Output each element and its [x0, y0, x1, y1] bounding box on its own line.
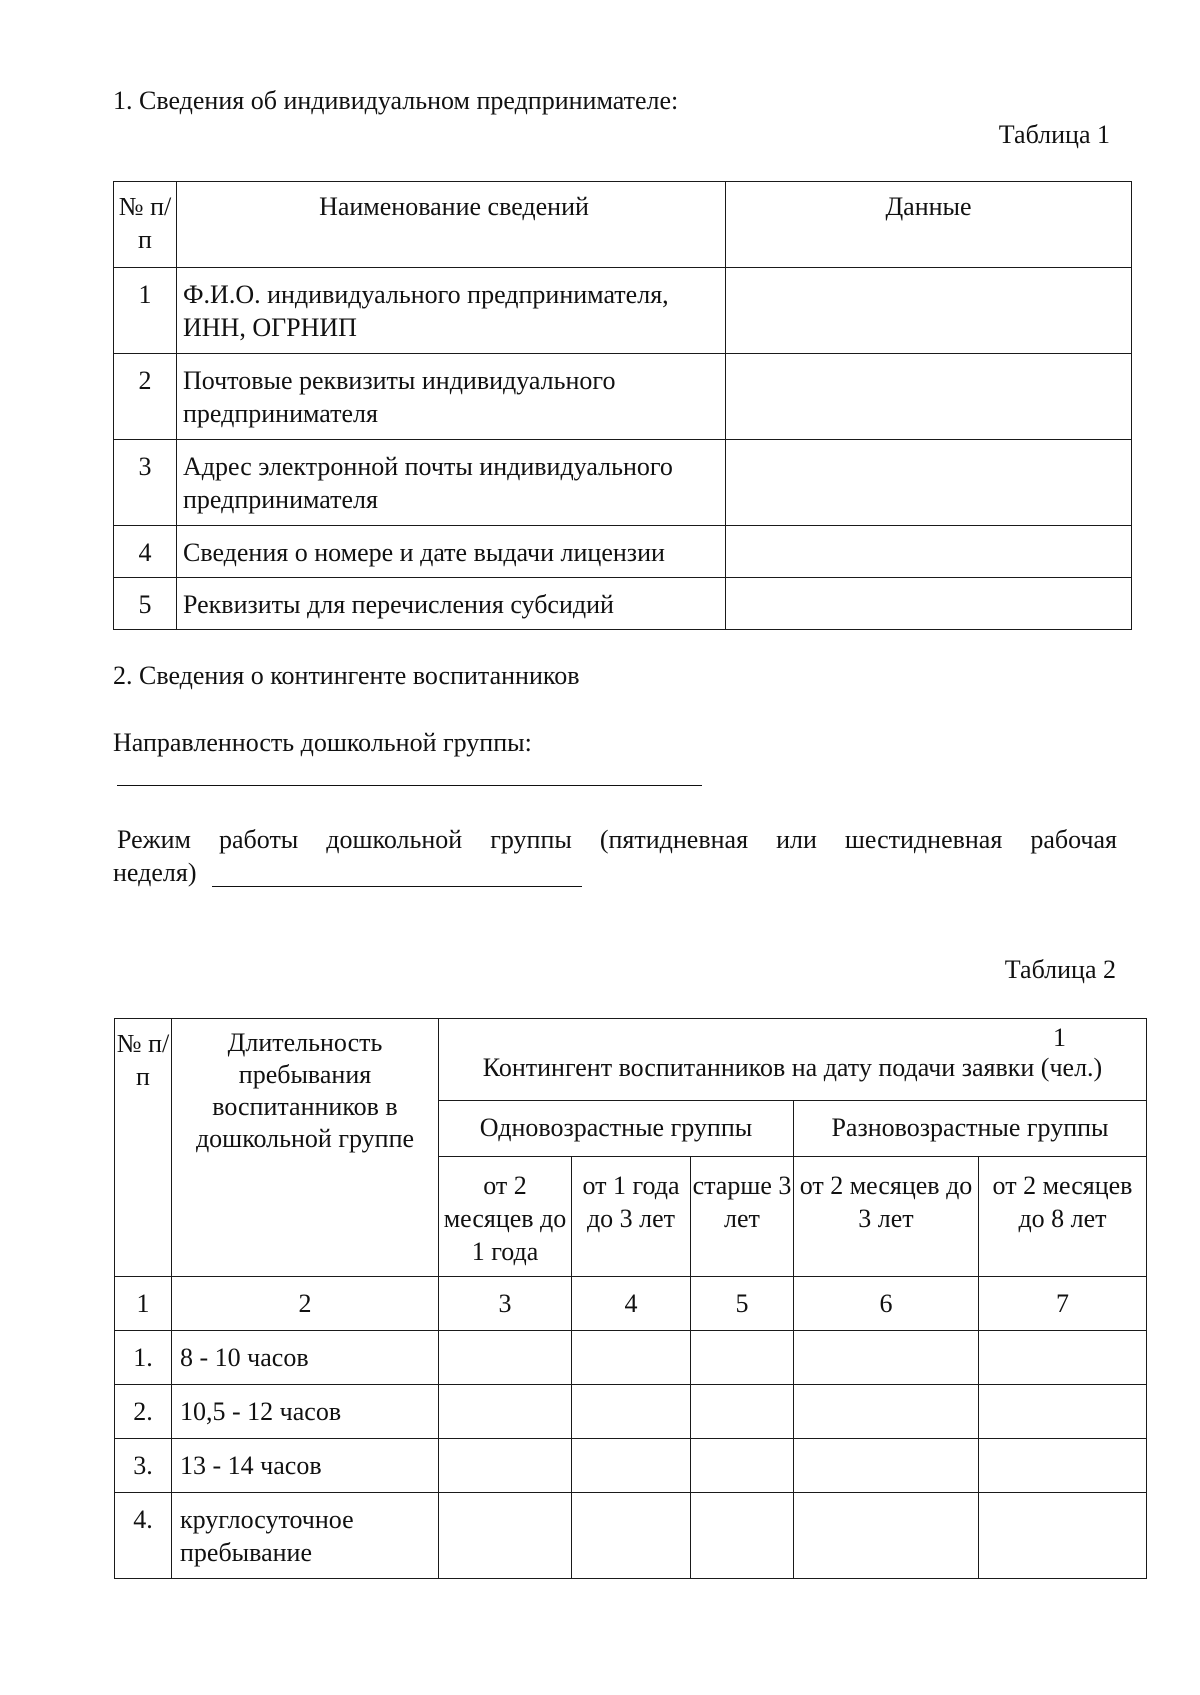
- row-number: 4.: [115, 1493, 172, 1579]
- table-row: [114, 354, 1132, 440]
- data-cell[interactable]: [979, 1385, 1147, 1439]
- data-cell[interactable]: [572, 1331, 691, 1385]
- mode-input-line[interactable]: [212, 886, 582, 887]
- table1: [113, 181, 1132, 630]
- section2-title: 2. Сведения о контингенте воспитанников: [113, 661, 580, 690]
- table-row: [114, 578, 1132, 630]
- row-duration: 8 - 10 часов: [172, 1331, 439, 1385]
- t2-header-num: № п/п: [115, 1019, 172, 1277]
- row-duration: 13 - 14 часов: [172, 1439, 439, 1493]
- row-duration: круглосуточное пребывание: [172, 1493, 439, 1579]
- table1-caption: Таблица 1: [998, 120, 1110, 149]
- row-number: 3.: [115, 1439, 172, 1493]
- t2-sub-header: старше 3 лет: [691, 1157, 794, 1277]
- col-number: 2: [172, 1277, 439, 1331]
- row-number: 2.: [115, 1385, 172, 1439]
- table-row: [114, 526, 1132, 578]
- col-number: 1: [115, 1277, 172, 1331]
- row-number: 3: [114, 440, 177, 526]
- data-cell[interactable]: [794, 1493, 979, 1579]
- data-cell[interactable]: [439, 1493, 572, 1579]
- data-cell[interactable]: [439, 1439, 572, 1493]
- mode-label: Режим работы дошкольной группы (пятидневная или шестидневная рабочая: [117, 825, 1117, 854]
- direction-label: Направленность дошкольной группы:: [113, 728, 532, 757]
- col-number: 7: [979, 1277, 1147, 1331]
- row-number: 5: [114, 578, 177, 630]
- table-row: [115, 1439, 1147, 1493]
- t2-header-mixed-age: Разновозрастные группы: [794, 1101, 1147, 1157]
- data-cell[interactable]: [572, 1385, 691, 1439]
- table2-caption: Таблица 2: [1004, 955, 1116, 984]
- col-number: 5: [691, 1277, 794, 1331]
- t1-header-num: № п/п: [114, 182, 177, 268]
- t2-header-same-age: Одновозрастные группы: [439, 1101, 794, 1157]
- row-name: Адрес электронной почты индивидуального предпринимателя: [177, 440, 726, 526]
- t2-header-contingent: [439, 1019, 1147, 1101]
- data-cell[interactable]: [691, 1439, 794, 1493]
- direction-input-line[interactable]: [117, 785, 702, 786]
- data-cell[interactable]: [691, 1331, 794, 1385]
- data-cell[interactable]: [439, 1385, 572, 1439]
- row-duration: 10,5 - 12 часов: [172, 1385, 439, 1439]
- row-name: Ф.И.О. индивидуального предпринимателя, ИНН, ОГРНИП: [177, 268, 726, 354]
- table-row: [114, 440, 1132, 526]
- column-number-row: [115, 1277, 1147, 1331]
- footnote-marker: 1: [1053, 1023, 1066, 1052]
- row-name: Реквизиты для перечисления субсидий: [177, 578, 726, 630]
- t1-header-name: Наименование сведений: [177, 182, 726, 268]
- row-number: 1: [114, 268, 177, 354]
- row-value[interactable]: [726, 578, 1132, 630]
- row-value[interactable]: [726, 268, 1132, 354]
- data-cell[interactable]: [572, 1439, 691, 1493]
- data-cell[interactable]: [794, 1385, 979, 1439]
- data-cell[interactable]: [979, 1439, 1147, 1493]
- data-cell[interactable]: [794, 1331, 979, 1385]
- table-row: [115, 1331, 1147, 1385]
- row-name: Почтовые реквизиты индивидуального предпринимателя: [177, 354, 726, 440]
- section1-title: 1. Сведения об индивидуальном предпринимателе:: [113, 86, 679, 115]
- col-number: 6: [794, 1277, 979, 1331]
- t2-header-duration: Длительность пребывания воспитанников в дошкольной группе: [172, 1019, 439, 1277]
- table2: [114, 1018, 1147, 1579]
- data-cell[interactable]: [572, 1493, 691, 1579]
- data-cell[interactable]: [439, 1331, 572, 1385]
- table-row: [115, 1385, 1147, 1439]
- data-cell[interactable]: [794, 1439, 979, 1493]
- row-value[interactable]: [726, 354, 1132, 440]
- row-number: 2: [114, 354, 177, 440]
- t2-sub-header: от 1 года до 3 лет: [572, 1157, 691, 1277]
- t1-header-data: Данные: [726, 182, 1132, 268]
- col-number: 3: [439, 1277, 572, 1331]
- t2-sub-header: от 2 месяцев до 1 года: [439, 1157, 572, 1277]
- data-cell[interactable]: [979, 1493, 1147, 1579]
- row-number: 1.: [115, 1331, 172, 1385]
- table-row: [114, 268, 1132, 354]
- data-cell[interactable]: [691, 1385, 794, 1439]
- row-value[interactable]: [726, 526, 1132, 578]
- col-number: 4: [572, 1277, 691, 1331]
- t2-sub-header: от 2 месяцев до 3 лет: [794, 1157, 979, 1277]
- data-cell[interactable]: [979, 1331, 1147, 1385]
- row-name: Сведения о номере и дате выдачи лицензии: [177, 526, 726, 578]
- row-number: 4: [114, 526, 177, 578]
- t2-sub-header: от 2 месяцев до 8 лет: [979, 1157, 1147, 1277]
- data-cell[interactable]: [691, 1493, 794, 1579]
- row-value[interactable]: [726, 440, 1132, 526]
- mode-label-continued: неделя): [113, 858, 197, 887]
- contingent-label: Контингент воспитанников на дату подачи заявки (чел.): [482, 1053, 1103, 1082]
- table-row: [115, 1493, 1147, 1579]
